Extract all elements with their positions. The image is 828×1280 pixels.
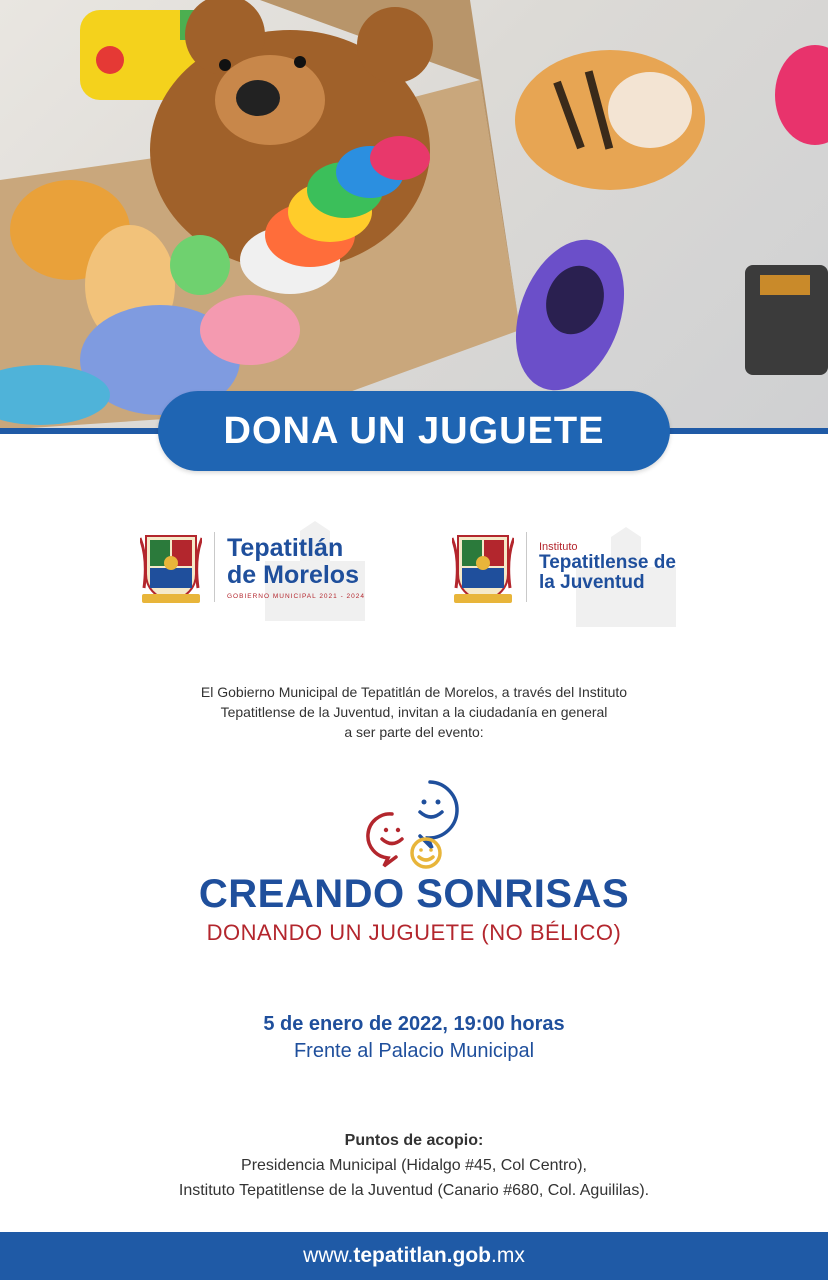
event-name: CREANDO SONRISAS [198, 872, 630, 916]
logo-separator [214, 532, 215, 602]
footer-website[interactable] [0, 1232, 828, 1280]
acopio-point: Instituto Tepatitlense de la Juventud (Canario #680, Col. Aguililas). [178, 1182, 650, 1199]
logo-juventud-line2: la Juventud [539, 572, 645, 593]
event-tagline: DONANDO UN JUGUETE (NO BÉLICO) [206, 920, 622, 945]
logo-juventud-text [539, 541, 676, 593]
logo-separator [526, 532, 527, 602]
logo-juventud-line1: Tepatitlense de [539, 552, 676, 573]
footer-url-domain: tepatitlan.gob [353, 1244, 492, 1267]
crest-icon [452, 528, 514, 606]
logo-municipal [140, 512, 400, 622]
acopio-title: Puntos de acopio: [344, 1132, 484, 1149]
toys-illustration [0, 0, 828, 432]
logo-municipal-text [227, 535, 365, 600]
logo-municipal-line2: de Morelos [227, 560, 359, 589]
logo-juventud [452, 512, 702, 622]
intro-line: a ser parte del evento: [344, 724, 484, 740]
logo-municipal-subtitle: GOBIERNO MUNICIPAL 2021 - 2024 [227, 592, 366, 600]
banner-title-pill [158, 391, 670, 471]
crest-icon [140, 528, 202, 606]
intro-line: Tepatitlense de la Juventud, invitan a la ciudadanía en general [220, 704, 608, 720]
footer-url-prefix: www. [303, 1244, 354, 1267]
pink-plush [775, 45, 828, 145]
intro-paragraph [100, 682, 728, 742]
logo-juventud-small: Instituto [539, 541, 578, 553]
logo-municipal-line1: Tepatitlán [227, 533, 344, 562]
intro-line: El Gobierno Municipal de Tepatitlán de Morelos, a través del Instituto [200, 684, 628, 700]
event-datetime: 5 de enero de 2022, 19:00 horas [263, 1013, 565, 1035]
acopio-point: Presidencia Municipal (Hidalgo #45, Col Centro), [241, 1157, 587, 1174]
footer-url-suffix: .mx [491, 1244, 525, 1267]
hero-photo-toys [0, 0, 828, 432]
banner-title: DONA UN JUGUETE [223, 409, 605, 452]
smiley-chat-icon [366, 778, 462, 870]
event-location: Frente al Palacio Municipal [293, 1040, 535, 1062]
